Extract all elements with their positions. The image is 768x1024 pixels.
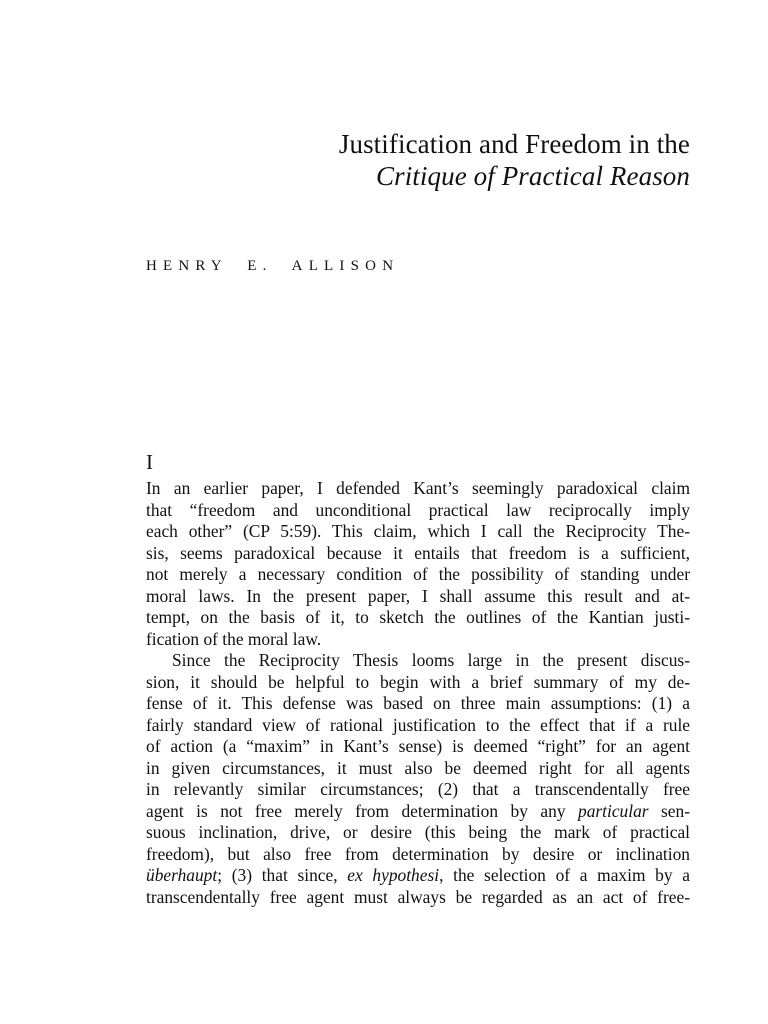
text-line: that “freedom and unconditional practical law reciprocally imply <box>146 499 690 520</box>
section-number: I <box>146 450 153 474</box>
text-line: fense of it. This defense was based on three main assumptions: (1) a <box>146 693 690 713</box>
text-line: sis, seems paradoxical because it entails that freedom is a sufficient, <box>146 542 690 563</box>
text-line: transcendentally free agent must always be regarded as an act of free- <box>146 886 690 907</box>
text-line: überhaupt; (3) that since, ex hypothesi, the selection of a maxim by a <box>146 865 690 885</box>
text-line: In an earlier paper, I defended Kant’s seemingly paradoxical claim <box>146 478 690 498</box>
body-text <box>146 478 690 908</box>
text-line: moral laws. In the present paper, I shall assume this result and at- <box>146 585 690 606</box>
text-line: not merely a necessary condition of the possibility of standing under <box>146 564 690 584</box>
text-line: Since the Reciprocity Thesis looms large in the present discus- <box>172 650 690 670</box>
text-line: in given circumstances, it must also be deemed right for all agents <box>146 757 690 778</box>
title-line-1: Justification and Freedom in the <box>338 129 690 159</box>
text-line: of action (a “maxim” in Kant’s sense) is deemed “right” for an agent <box>146 736 690 756</box>
text-line: fairly standard view of rational justification to the effect that if a rule <box>146 714 690 735</box>
text-line: fication of the moral law. <box>146 628 322 649</box>
text-line: sion, it should be helpful to begin with a brief summary of my de- <box>146 671 690 692</box>
text-line: agent is not free merely from determination by any particular sen- <box>146 800 690 821</box>
text-line: in relevantly similar circumstances; (2) that a transcendentally free <box>146 779 690 799</box>
text-line: tempt, on the basis of it, to sketch the outlines of the Kantian justi- <box>146 607 690 627</box>
title-line-2: Critique of Practical Reason <box>375 161 690 191</box>
author-name: HENRY E. ALLISON <box>146 258 400 274</box>
text-line: suous inclination, drive, or desire (this being the mark of practical <box>146 822 690 842</box>
text-line: freedom), but also free from determination by desire or inclination <box>146 843 690 864</box>
article-title <box>339 128 690 192</box>
text-line: each other” (CP 5:59). This claim, which I call the Reciprocity The- <box>146 521 690 541</box>
